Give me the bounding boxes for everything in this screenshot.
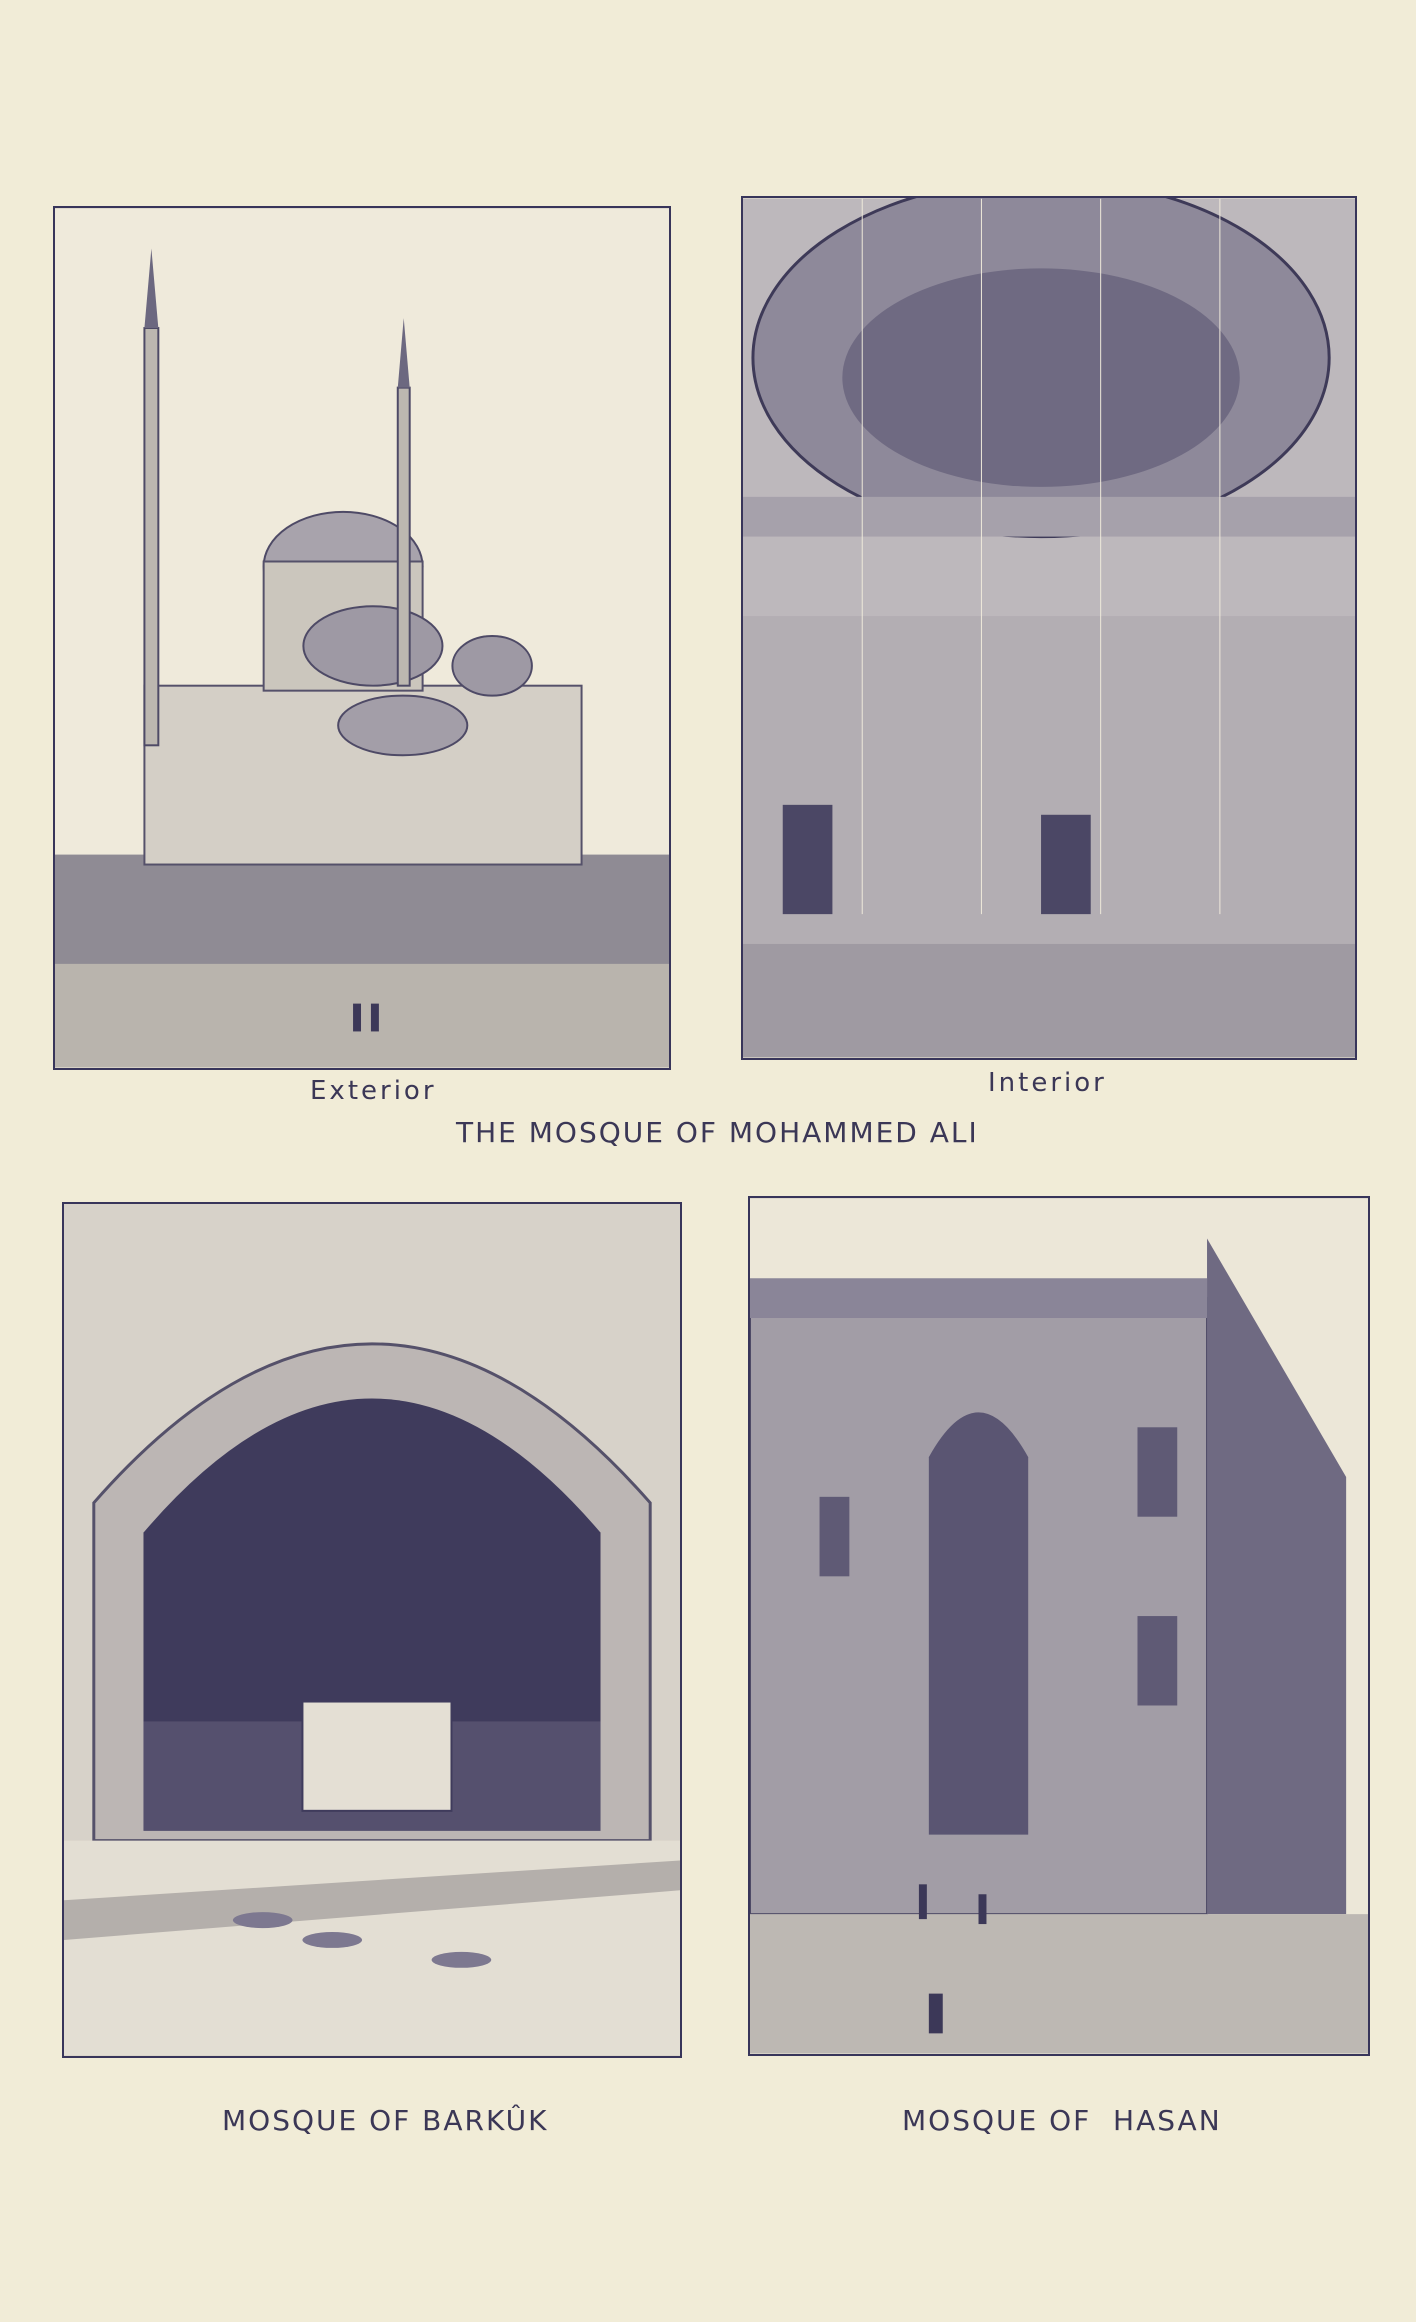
group-caption: THE MOSQUE OF MOHAMMED ALI	[456, 1116, 979, 1149]
plate-interior	[741, 196, 1357, 1060]
caption-exterior: Exterior	[310, 1076, 437, 1106]
mosque-arch-image	[64, 1204, 680, 2056]
mosque-facade-image	[750, 1198, 1368, 2054]
caption-hasan: MOSQUE OF HASAN	[902, 2104, 1222, 2137]
plate-exterior	[53, 206, 671, 1070]
caption-interior: Interior	[988, 1068, 1107, 1098]
mosque-interior-image	[743, 198, 1355, 1058]
plate-hasan	[748, 1196, 1370, 2056]
plate-barkuk	[62, 1202, 682, 2058]
mosque-exterior-image	[55, 208, 669, 1068]
caption-barkuk: MOSQUE OF BARKÛK	[222, 2104, 549, 2137]
